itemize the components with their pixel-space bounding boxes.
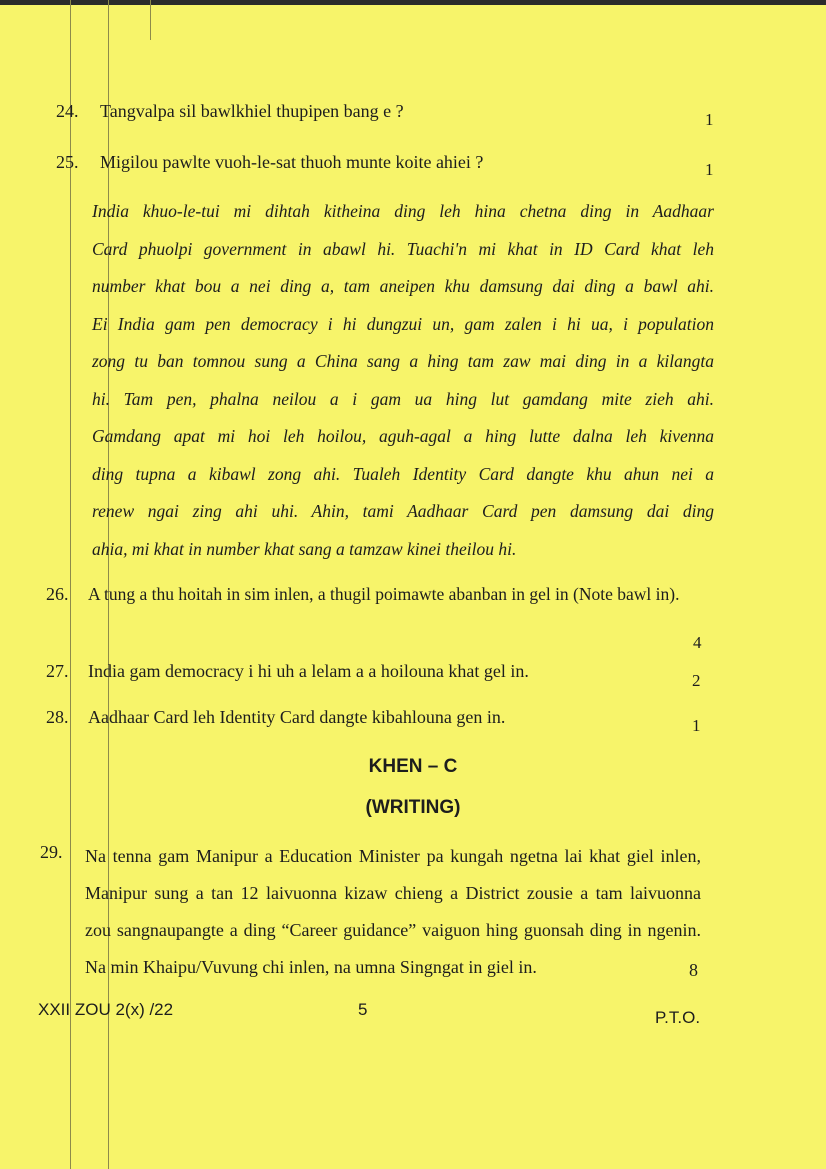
question-marks: 1 — [692, 716, 701, 735]
passage-line: number khat bou a nei ding a, tam aneipen khu damsung dai ding a bawl ahi. — [92, 276, 714, 296]
passage — [92, 193, 714, 568]
question-text-line: Manipur sung a tan 12 laivuonna kizaw chieng a District zousie a tam laivuonna — [85, 883, 701, 903]
question-29-number: 29. — [40, 842, 63, 862]
margin-rule-outer — [70, 0, 71, 1169]
question-marks: 1 — [705, 110, 714, 129]
question-text-line: Na tenna gam Manipur a Education Minister pa kungah ngetna lai khat giel inlen, — [85, 846, 701, 866]
section-subtitle: (WRITING) — [365, 797, 461, 818]
question-number: 28. — [46, 707, 69, 727]
passage-line: Ei India gam pen democracy i hi dungzui un, gam zalen i hi ua, i population — [92, 313, 714, 334]
passage-line: Gamdang apat mi hoi leh hoilou, aguh-agal a hing lutte dalna leh kivenna — [92, 426, 714, 446]
section-title: KHEN – C — [368, 756, 458, 777]
paper-code: XXII ZOU 2(x) /22 — [38, 1000, 174, 1019]
passage-line: hi. Tam pen, phalna neilou a i gam ua hing lut gamdang mite zieh ahi. — [92, 388, 714, 409]
question-text-line: zou sangnaupangte a ding “Career guidance” vaiguon hing guonsah ding in ngenin. — [85, 920, 701, 940]
question-29-marks: 8 — [689, 960, 698, 980]
question-text-line: Na min Khaipu/Vuvung chi inlen, na umna Singngat in giel in. — [85, 957, 537, 977]
question-text: Migilou pawlte vuoh-le-sat thuoh munte koite ahiei ? — [100, 152, 484, 172]
passage-line: ahia, mi khat in number khat sang a tamzaw kinei theilou hi. — [92, 538, 517, 559]
passage-line: zong tu ban tomnou sung a China sang a hing tam zaw mai ding in a kilangta — [92, 351, 714, 371]
passage-line: Card phuolpi government in abawl hi. Tuachi'n mi khat in ID Card khat leh — [92, 238, 714, 259]
margin-rule-short — [150, 0, 151, 40]
question-number: 27. — [46, 661, 69, 681]
passage-line: ding tupna a kibawl zong ahi. Tualeh Identity Card dangte khu ahun nei a — [92, 463, 714, 484]
passage-line: renew ngai zing ahi uhi. Ahin, tami Aadhaar Card pen damsung dai ding — [92, 501, 714, 521]
question-number: 25. — [56, 152, 79, 172]
page-number: 5 — [358, 1000, 368, 1019]
pto-label: P.T.O. — [655, 1008, 701, 1027]
question-number: 26. — [46, 584, 69, 604]
question-text: Aadhaar Card leh Identity Card dangte kibahlouna gen in. — [88, 707, 506, 727]
question-marks: 4 — [693, 633, 702, 652]
question-text: A tung a thu hoitah in sim inlen, a thugil poimawte abanban in gel in (Note bawl in). — [88, 584, 680, 604]
question-marks: 1 — [705, 160, 714, 179]
question-marks: 2 — [692, 671, 701, 690]
passage-line: India khuo-le-tui mi dihtah kitheina ding leh hina chetna ding in Aadhaar — [92, 201, 714, 221]
scan-top-edge — [0, 0, 826, 5]
question-number: 24. — [56, 101, 79, 121]
question-text: Tangvalpa sil bawlkhiel thupipen bang e ? — [100, 101, 404, 121]
question-text: India gam democracy i hi uh a lelam a a hoilouna khat gel in. — [88, 661, 529, 681]
question-29 — [85, 838, 701, 986]
